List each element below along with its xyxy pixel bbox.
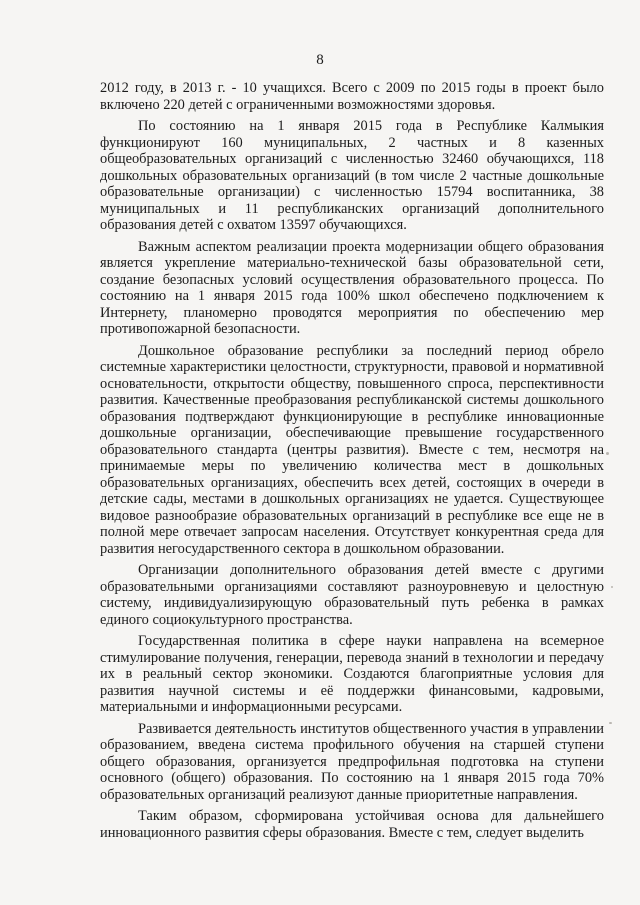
paragraph-5: Организации дополнительного образования детей вместе с другими образовательными организациями составляют разноуровневую и целостную систему, индивидуализирующую образовательный путь ребенка в рамках единого социокультурного пространства. — [100, 562, 604, 628]
paragraph-1: 2012 году, в 2013 г. - 10 учащихся. Всего с 2009 по 2015 годы в проект было включено 220 детей с ограниченными возможностями здоровья. — [100, 80, 604, 113]
scan-speck — [611, 586, 613, 588]
paragraph-2: По состоянию на 1 января 2015 года в Республике Калмыкия функционируют 160 муниципальных, 2 частных и 8 казенных общеобразовательных организаций с численностью 32460 обучающихся, 118 дошкольных образовательных организаций (в том числе 2 частные дошкольные образовательные организации) с численностью 15794 воспитанника, 38 муниципальных и 11 республиканских организаций дополнительного образования детей с охватом 13597 обучающихся. — [100, 118, 604, 233]
scan-speck — [606, 452, 609, 455]
paragraph-8: Таким образом, сформирована устойчивая основа для дальнейшего инновационного развития сферы образования. Вместе с тем, следует выделить — [100, 808, 604, 841]
paragraph-3: Важным аспектом реализации проекта модернизации общего образования является укрепление материально-технической базы образовательной сети, создание безопасных условий осуществления образовательного процесса. По состоянию на 1 января 2015 года 100% школ обеспечено подключением к Интернету, планомерно проводятся мероприятия по обеспечению мер противопожарной безопасности. — [100, 238, 604, 337]
scan-speck — [609, 722, 612, 724]
paragraph-6: Государственная политика в сфере науки направлена на всемерное стимулирование получения, генерации, перевода знаний в технологии и передачу их в реальный сектор экономики. Создаются благоприятные условия для развития научной системы и её поддержки финансовыми, кадровыми, материальными и информационными ресурсами. — [100, 633, 604, 715]
paragraph-4: Дошкольное образование республики за последний период обрело системные характеристики целостности, структурности, правовой и нормативной основательности, открытости обществу, повышенного спроса, перспективности развития. Качественные преобразования республиканской системы дошкольного образования подтверждают функционирующие в республике инновационные дошкольные организации, обеспечивающие превышение государственного образовательного стандарта (центры развития). Вместе с тем, несмотря на принимаемые меры по увеличению количества мест в дошкольных образовательных организациях, обеспечить всех детей, состоящих в очереди в детские сады, местами в дошкольных организациях не удается. Существующее видовое разнообразие образовательных организаций в республике все еще не в полной мере отвечает запросам населения. Отсутствует конкурентная среда для развития негосударственного сектора в дошкольном образовании. — [100, 342, 604, 557]
page-number: 8 — [316, 52, 324, 68]
document-body — [100, 80, 604, 846]
paragraph-7: Развивается деятельность институтов общественного участия в управлении образованием, введена система профильного обучения на старшей ступени общего образования, организуется предпрофильная подготовка на ступени основного (общего) образования. По состоянию на 1 января 2015 года 70% образовательных организаций реализуют данные приоритетные направления. — [100, 720, 604, 803]
